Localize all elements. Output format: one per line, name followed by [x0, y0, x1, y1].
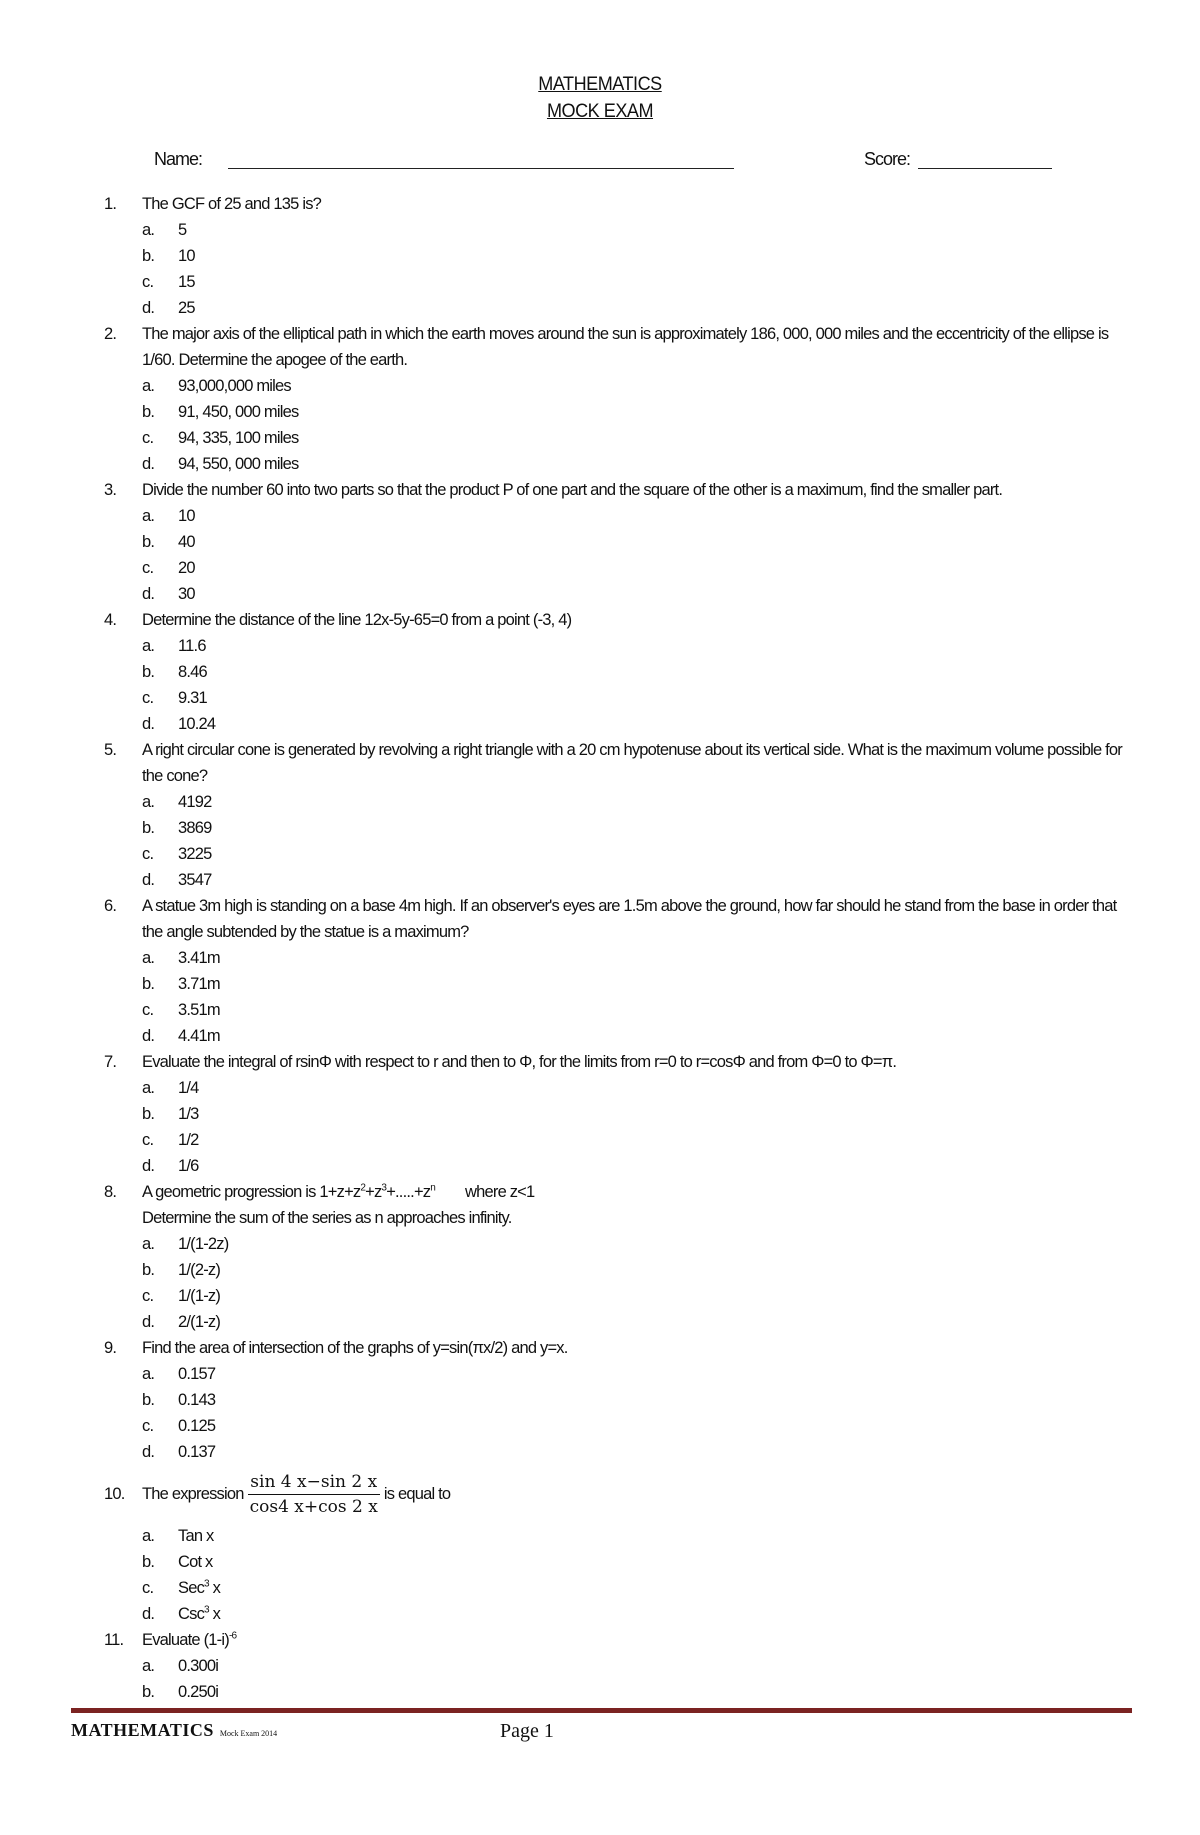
- question-text: Find the area of intersection of the graphs of y=sin(πx/2) and y=x.: [142, 1339, 568, 1357]
- option-value: 0.157: [178, 1365, 216, 1383]
- option-letter: b.: [142, 1553, 155, 1571]
- option-value: 94, 550, 000 miles: [178, 455, 299, 473]
- text-part: Evaluate (1-i): [142, 1631, 229, 1649]
- option-9a: [104, 1361, 1134, 1387]
- question-text: The GCF of 25 and 135 is?: [142, 195, 322, 213]
- option-letter: c.: [142, 559, 154, 577]
- option-11a: [104, 1653, 1134, 1679]
- exam-subtitle: MOCK EXAM: [546, 101, 654, 122]
- text-part: +.....+z: [386, 1183, 431, 1201]
- footer-title-text: MATHEMATICS: [71, 1720, 214, 1740]
- option-5b: [104, 815, 1134, 841]
- option-8c: [104, 1283, 1134, 1309]
- option-3d: [104, 581, 1134, 607]
- option-3a: [104, 503, 1134, 529]
- option-value: 0.143: [178, 1391, 216, 1409]
- option-letter: d.: [142, 1605, 155, 1623]
- text-part: where z<1: [465, 1183, 535, 1201]
- footer-subtitle: Mock Exam 2014: [219, 1729, 278, 1738]
- option-letter: c.: [142, 429, 154, 447]
- option-letter: a.: [142, 793, 155, 811]
- option-value: 1/(2-z): [178, 1261, 221, 1279]
- option-text: Sec: [178, 1579, 205, 1597]
- option-value: 4192: [178, 793, 212, 811]
- question-text: A statue 3m high is standing on a base 4m high. If an observer's eyes are 1.5m above the ground, how far should he stand from the base in order that the angle subtended by the statue is a maximum?: [142, 897, 1117, 941]
- option-text: Cot x: [178, 1553, 213, 1571]
- question-number: 9.: [104, 1339, 117, 1357]
- option-letter: b.: [142, 819, 155, 837]
- question-text: Determine the distance of the line 12x-5y-65=0 from a point (-3, 4): [142, 611, 572, 629]
- option-5c: [104, 841, 1134, 867]
- option-text: Tan x: [178, 1527, 214, 1545]
- option-value: 3.41m: [178, 949, 220, 967]
- option-letter: b.: [142, 533, 155, 551]
- question-number: 1.: [104, 195, 117, 213]
- option-letter: b.: [142, 975, 155, 993]
- option-letter: c.: [142, 1131, 154, 1149]
- question-number: 11.: [104, 1631, 124, 1649]
- name-label: Name:: [154, 149, 203, 169]
- option-value: 0.137: [178, 1443, 216, 1461]
- page-number: Page 1: [500, 1720, 554, 1742]
- option-value: 4.41m: [178, 1027, 220, 1045]
- option-2d: [104, 451, 1134, 477]
- option-value: 20: [178, 559, 195, 577]
- option-letter: c.: [142, 1579, 154, 1597]
- option-letter: a.: [142, 377, 155, 395]
- option-value: 8.46: [178, 663, 207, 681]
- question-4: [104, 607, 1134, 633]
- option-11b: [104, 1679, 1134, 1705]
- option-7a: [104, 1075, 1134, 1101]
- fraction-denominator: cos4 x+cos 2 x: [249, 1497, 378, 1518]
- question-number: 2.: [104, 325, 117, 343]
- option-value: 1/4: [178, 1079, 199, 1097]
- option-value: 3225: [178, 845, 212, 863]
- question-text: [142, 1627, 1134, 1653]
- option-10b: [104, 1549, 1134, 1575]
- option-letter: d.: [142, 585, 155, 603]
- option-letter: a.: [142, 1235, 155, 1253]
- option-letter: b.: [142, 1683, 155, 1701]
- option-letter: a.: [142, 507, 155, 525]
- option-value: 94, 335, 100 miles: [178, 429, 299, 447]
- option-10a: [104, 1523, 1134, 1549]
- option-1b: [104, 243, 1134, 269]
- question-number: 6.: [104, 897, 117, 915]
- option-4d: [104, 711, 1134, 737]
- superscript: n: [430, 1182, 435, 1194]
- option-letter: d.: [142, 871, 155, 889]
- option-4b: [104, 659, 1134, 685]
- option-value: 91, 450, 000 miles: [178, 403, 299, 421]
- option-letter: b.: [142, 1105, 155, 1123]
- option-value: 11.6: [178, 637, 206, 655]
- option-value: 10.24: [178, 715, 216, 733]
- option-value: 9.31: [178, 689, 207, 707]
- option-letter: c.: [142, 689, 154, 707]
- question-1: [104, 191, 1134, 217]
- option-value: 0.125: [178, 1417, 216, 1435]
- option-value: 1/(1-z): [178, 1287, 221, 1305]
- option-letter: b.: [142, 663, 155, 681]
- option-value: 93,000,000 miles: [178, 377, 291, 395]
- option-letter: d.: [142, 1157, 155, 1175]
- option-value: 30: [178, 585, 195, 603]
- footer-title: [71, 1720, 277, 1741]
- header-fields: [154, 149, 1054, 173]
- question-3: [104, 477, 1134, 503]
- question-number: 5.: [104, 741, 117, 759]
- question-text: The major axis of the elliptical path in which the earth moves around the sun is approximately 186, 000, 000 miles and the eccentricity of the ellipse is 1/60. Determine the apogee of the earth.: [142, 325, 1109, 369]
- option-letter: a.: [142, 1079, 155, 1097]
- question-list: [104, 191, 1134, 1705]
- option-6c: [104, 997, 1134, 1023]
- option-1d: [104, 295, 1134, 321]
- option-letter: a.: [142, 637, 155, 655]
- option-5a: [104, 789, 1134, 815]
- option-letter: c.: [142, 1001, 154, 1019]
- option-7d: [104, 1153, 1134, 1179]
- option-2a: [104, 373, 1134, 399]
- text-part: is equal to: [383, 1485, 451, 1503]
- option-letter: d.: [142, 299, 155, 317]
- option-text: x: [208, 1579, 221, 1597]
- option-value: 2/(1-z): [178, 1313, 221, 1331]
- option-3b: [104, 529, 1134, 555]
- option-8d: [104, 1309, 1134, 1335]
- option-9c: [104, 1413, 1134, 1439]
- option-letter: a.: [142, 221, 155, 239]
- option-5d: [104, 867, 1134, 893]
- option-value: 1/2: [178, 1131, 199, 1149]
- question-text-line2: Determine the sum of the series as n approaches infinity.: [142, 1209, 512, 1227]
- option-value: 3.71m: [178, 975, 220, 993]
- option-value: 3547: [178, 871, 212, 889]
- option-value: [178, 1523, 213, 1549]
- option-9b: [104, 1387, 1134, 1413]
- question-number: 4.: [104, 611, 117, 629]
- question-8: [104, 1179, 1134, 1231]
- question-text: Divide the number 60 into two parts so that the product P of one part and the square of the other is a maximum, find the smaller part.: [142, 481, 1003, 499]
- exam-title: MATHEMATICS: [538, 74, 662, 95]
- option-value: 3.51m: [178, 1001, 220, 1019]
- option-value: [178, 1575, 220, 1601]
- option-8b: [104, 1257, 1134, 1283]
- option-letter: c.: [142, 1287, 154, 1305]
- superscript: 3: [204, 1604, 209, 1616]
- question-number: 8.: [104, 1183, 117, 1201]
- option-letter: d.: [142, 1027, 155, 1045]
- option-value: 1/(1-2z): [178, 1235, 229, 1253]
- option-letter: b.: [142, 1261, 155, 1279]
- question-5: [104, 737, 1134, 789]
- option-7b: [104, 1101, 1134, 1127]
- option-letter: a.: [142, 1527, 155, 1545]
- question-7: [104, 1049, 1134, 1075]
- option-4c: [104, 685, 1134, 711]
- text-part: A geometric progression is 1+z+z: [142, 1183, 361, 1201]
- question-10: [104, 1465, 1134, 1523]
- option-1a: [104, 217, 1134, 243]
- question-2: [104, 321, 1134, 373]
- option-letter: c.: [142, 845, 154, 863]
- option-3c: [104, 555, 1134, 581]
- question-text: A right circular cone is generated by revolving a right triangle with a 20 cm hypotenuse about its vertical side. What is the maximum volume possible for the cone?: [142, 741, 1122, 785]
- option-4a: [104, 633, 1134, 659]
- question-number: 7.: [104, 1053, 117, 1071]
- question-number: 3.: [104, 481, 117, 499]
- option-letter: d.: [142, 455, 155, 473]
- option-6d: [104, 1023, 1134, 1049]
- option-letter: b.: [142, 247, 155, 265]
- option-9d: [104, 1439, 1134, 1465]
- score-blank: [918, 168, 1052, 169]
- superscript: 3: [381, 1182, 387, 1194]
- name-blank: [228, 168, 734, 169]
- option-value: 1/3: [178, 1105, 199, 1123]
- question-text: [142, 1465, 1134, 1523]
- option-letter: d.: [142, 715, 155, 733]
- option-value: [178, 1601, 220, 1627]
- option-6a: [104, 945, 1134, 971]
- option-text: x: [208, 1605, 221, 1623]
- fraction-expression: [248, 1470, 380, 1519]
- option-10d: [104, 1601, 1134, 1627]
- option-letter: c.: [142, 273, 154, 291]
- option-letter: b.: [142, 1391, 155, 1409]
- question-11: [104, 1627, 1134, 1653]
- option-letter: a.: [142, 949, 155, 967]
- option-6b: [104, 971, 1134, 997]
- question-text: [142, 1179, 1134, 1205]
- option-1c: [104, 269, 1134, 295]
- superscript: -6: [228, 1630, 237, 1642]
- fraction-numerator: sin 4 x−sin 2 x: [248, 1470, 380, 1495]
- option-value: 5: [178, 221, 187, 239]
- option-2b: [104, 399, 1134, 425]
- superscript: 2: [360, 1182, 366, 1194]
- option-letter: a.: [142, 1365, 155, 1383]
- option-value: 0.250i: [178, 1683, 219, 1701]
- option-8a: [104, 1231, 1134, 1257]
- option-letter: d.: [142, 1443, 155, 1461]
- option-letter: a.: [142, 1657, 155, 1675]
- option-7c: [104, 1127, 1134, 1153]
- superscript: 3: [204, 1578, 209, 1590]
- option-value: 3869: [178, 819, 212, 837]
- option-10c: [104, 1575, 1134, 1601]
- question-9: [104, 1335, 1134, 1361]
- question-6: [104, 893, 1134, 945]
- option-text: Csc: [178, 1605, 205, 1623]
- question-text: Evaluate the integral of rsinΦ with respect to r and then to Φ, for the limits from r=0 to r=cosΦ and from Φ=0 to Φ=π.: [142, 1053, 897, 1071]
- option-value: 40: [178, 533, 195, 551]
- option-value: 10: [178, 507, 195, 525]
- text-part: The expression: [142, 1485, 244, 1503]
- option-value: 15: [178, 273, 195, 291]
- text-part: +z: [365, 1183, 382, 1201]
- footer-rule: [71, 1708, 1132, 1713]
- score-label: Score:: [864, 149, 911, 169]
- option-value: 10: [178, 247, 195, 265]
- question-number: 10.: [104, 1485, 125, 1503]
- option-letter: c.: [142, 1417, 154, 1435]
- option-value: 25: [178, 299, 195, 317]
- option-letter: d.: [142, 1313, 155, 1331]
- option-value: 1/6: [178, 1157, 199, 1175]
- option-value: 0.300i: [178, 1657, 219, 1675]
- option-letter: b.: [142, 403, 155, 421]
- option-value: [178, 1549, 213, 1575]
- option-2c: [104, 425, 1134, 451]
